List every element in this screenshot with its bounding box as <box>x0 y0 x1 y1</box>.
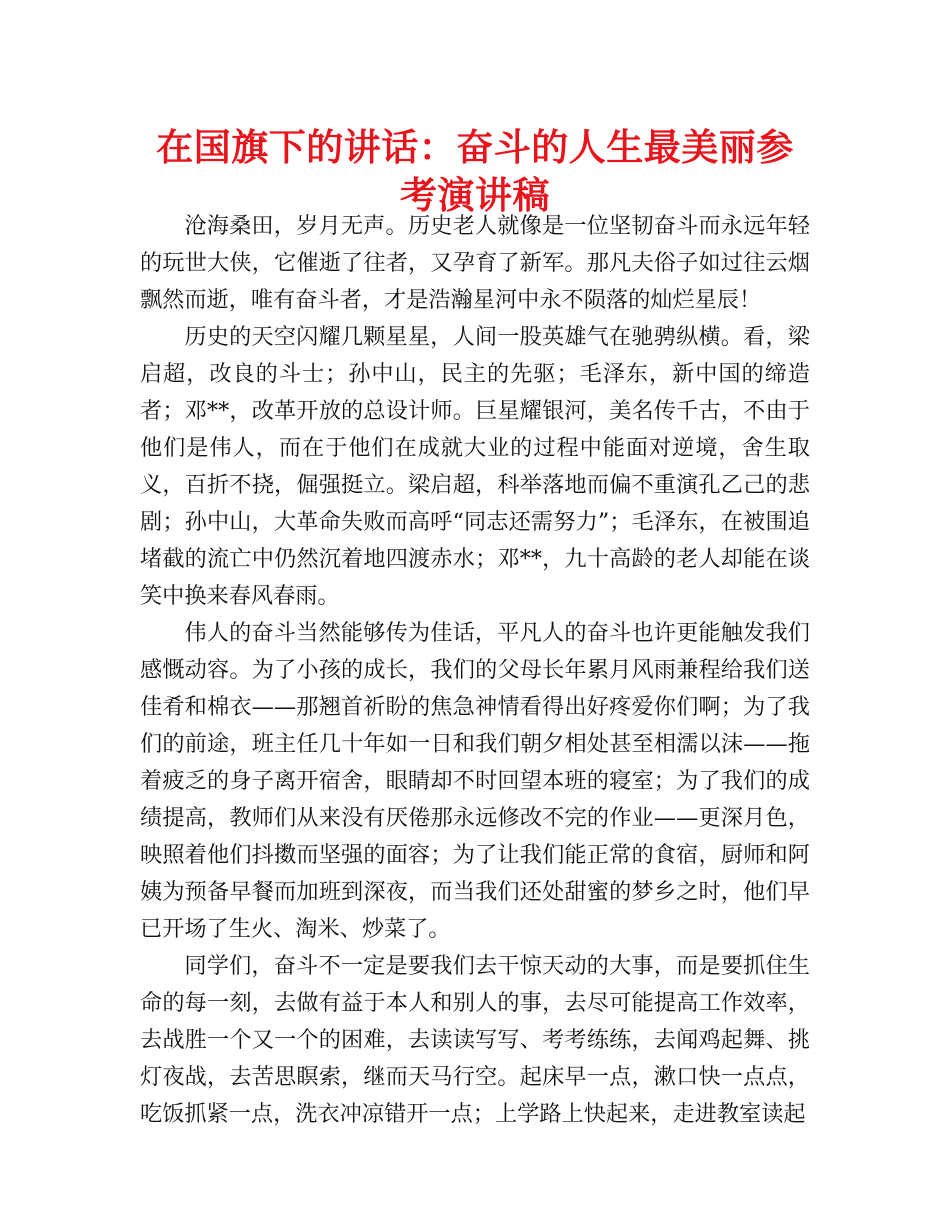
paragraph: 沧海桑田，岁月无声。历史老人就像是一位坚韧奋斗而永远年轻的玩世大侠，它催逝了往者，又孕育了新军。那凡夫俗子如过往云烟飘然而逝，唯有奋斗者，才是浩瀚星河中永不陨落的灿烂星辰！ <box>140 213 810 313</box>
document-body <box>140 208 810 1133</box>
document-title: 在国旗下的讲话：奋斗的人生最美丽参考演讲稿 <box>156 126 794 217</box>
paragraph: 历史的天空闪耀几颗星星，人间一股英雄气在驰骋纵横。看，梁启超，改良的斗士；孙中山，民主的先驱；毛泽东，新中国的缔造者；邓**，改革开放的总设计师。巨星耀银河，美名传千古，不由于他们是伟人，而在于他们在成就大业的过程中能面对逆境，舍生取义，百折不挠，倔强挺立。梁启超，科举落地而偏不重演孔乙己的悲剧；孙中山，大革命失败而高呼“同志还需努力”；毛泽东，在被围追堵截的流亡中仍然沉着地四渡赤水；邓**，九十高龄的老人却能在谈笑中换来春风春雨。 <box>140 324 810 609</box>
paragraph: 伟人的奋斗当然能够传为佳话，平凡人的奋斗也许更能触发我们感慨动容。为了小孩的成长，我们的父母长年累月风雨兼程给我们送佳肴和棉衣——那翘首祈盼的焦急神情看得出好疼爱你们啊；为了我们的前途，班主任几十年如一日和我们朝夕相处甚至相濡以沫——拖着疲乏的身子离开宿舍，眼睛却不时回望本班的寝室；为了我们的成绩提高，教师们从来没有厌倦那永远修改不完的作业——更深月色，映照着他们抖擞而坚强的面容；为了让我们能正常的食宿，厨师和阿姨为预备早餐而加班到深夜，而当我们还处甜蜜的梦乡之时，他们早已开场了生火、淘米、炒菜了。 <box>140 620 810 942</box>
paragraph: 同学们，奋斗不一定是要我们去干惊天动的大事，而是要抓住生命的每一刻，去做有益于本人和别人的事，去尽可能提高工作效率，去战胜一个又一个的困难，去读读写写、考考练练，去闻鸡起舞、挑灯夜战，去苦思瞑索，继而天马行空。起床早一点，漱口快一点点，吃饭抓紧一点，洗衣冲凉错开一点；上学路上快起来，走进教室读起 <box>140 953 810 1127</box>
